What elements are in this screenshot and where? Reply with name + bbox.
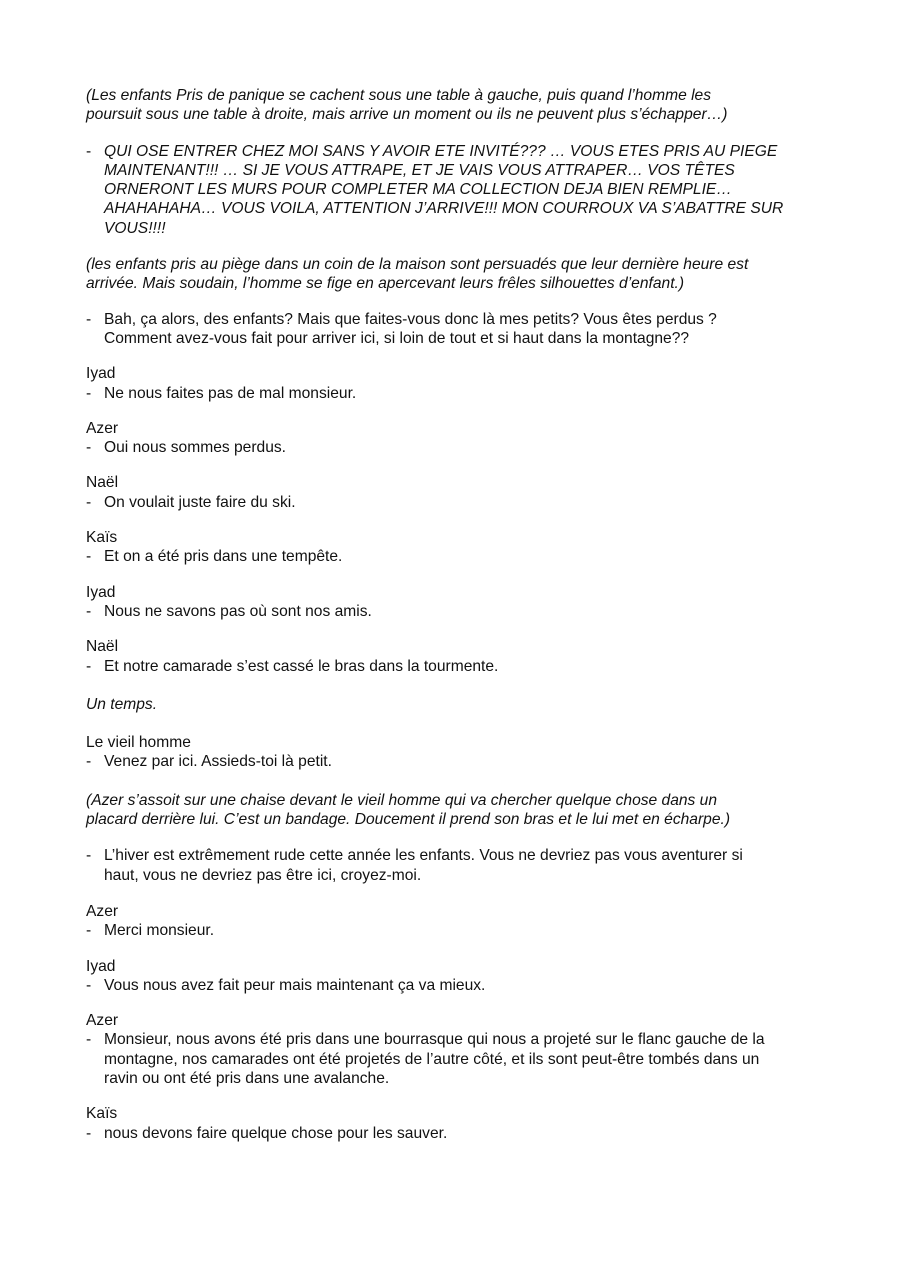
dash-marker: - xyxy=(86,976,92,994)
stage-direction: Un temps. xyxy=(86,695,158,713)
dialogue-line xyxy=(86,142,826,238)
dialogue-text: nous devons faire quelque chose pour les sauver. xyxy=(104,1124,448,1142)
dialogue-text: Ne nous faites pas de mal monsieur. xyxy=(104,384,357,402)
dash-marker: - xyxy=(86,922,92,940)
dialogue-text: Et notre camarade s’est cassé le bras dans la tourmente. xyxy=(104,657,499,675)
dash-marker: - xyxy=(86,142,92,160)
dialogue-text: Monsieur, nous avons été pris dans une bourrasque qui nous a projeté sur le flanc gauche de la montagne, nos camarades ont été projetés de l’autre côté, et ils sont peut-être tombés dans un ravin ou ont été pris dans une avalanche. xyxy=(104,1031,765,1087)
dialogue-line xyxy=(86,310,826,349)
speaker-name: Azer xyxy=(86,902,119,920)
speaker-name: Iyad xyxy=(86,583,116,601)
dialogue-text: Et on a été pris dans une tempête. xyxy=(104,548,343,566)
exchange xyxy=(86,583,826,622)
dialogue-text: L’hiver est extrêmement rude cette année les enfants. Vous ne devriez pas vous aventurer si haut, vous ne devriez pas être ici, croyez-moi. xyxy=(104,847,743,884)
exchange xyxy=(86,364,826,403)
dialogue-line xyxy=(86,752,826,771)
exchange xyxy=(86,419,826,458)
speaker-name: Azer xyxy=(86,1012,119,1030)
dash-marker: - xyxy=(86,493,92,511)
speaker-name: Kaïs xyxy=(86,529,118,547)
stage-direction: (Les enfants Pris de panique se cachent sous une table à gauche, puis quand l’homme les poursuit sous une table à droite, mais arrive un moment ou ils ne peuvent plus s’échapper…) xyxy=(86,87,728,124)
dialogue-line xyxy=(86,657,826,676)
dialogue-text: QUI OSE ENTRER CHEZ MOI SANS Y AVOIR ETE INVITÉ??? … VOUS ETES PRIS AU PIEGE MAINTENANT!!! … SI JE VOUS ATTRAPE, ET JE VAIS VOUS ATTRAPER… VOS TÊTES ORNERONT LES MURS POUR COMPLETER MA COLLECTION DEJA BIEN REMPLIE… AHAHAHAHA… VOUS VOILA, ATTENTION J’ARRIVE!!! MON COURROUX VA S’ABATTRE SUR VOUS!!!! xyxy=(104,142,784,237)
speaker-name: Le vieil homme xyxy=(86,734,191,752)
dialogue-line xyxy=(86,547,826,566)
dash-marker: - xyxy=(86,1124,92,1142)
exchange xyxy=(86,902,826,941)
dialogue-line xyxy=(86,384,826,403)
dialogue-line xyxy=(86,1030,826,1088)
dash-marker: - xyxy=(86,657,92,675)
dash-marker: - xyxy=(86,847,92,865)
dash-marker: - xyxy=(86,1031,92,1049)
stage-direction: (les enfants pris au piège dans un coin de la maison sont persuadés que leur dernière heure est arrivée. Mais soudain, l’homme se fige en apercevant leurs frêles silhouettes d’enfant.) xyxy=(86,256,749,293)
dialogue-text: Venez par ici. Assieds-toi là petit. xyxy=(104,753,332,771)
stage-direction: (Azer s’assoit sur une chaise devant le vieil homme qui va chercher quelque chose dans un placard derrière lui. C’est un bandage. Doucement il prend son bras et le lui met en écharpe.) xyxy=(86,791,731,829)
dash-marker: - xyxy=(86,310,92,328)
speaker-name: Naël xyxy=(86,474,119,492)
dialogue-line xyxy=(86,602,826,621)
dialogue-line xyxy=(86,438,826,457)
dash-marker: - xyxy=(86,384,92,402)
exchange xyxy=(86,1011,826,1088)
speaker-name: Iyad xyxy=(86,957,116,975)
dialogue-text: Vous nous avez fait peur mais maintenant ça va mieux. xyxy=(104,976,486,994)
exchange xyxy=(86,528,826,567)
exchange xyxy=(86,957,826,996)
dash-marker: - xyxy=(86,753,92,771)
dialogue-text: Merci monsieur. xyxy=(104,922,215,940)
exchange xyxy=(86,1104,826,1143)
exchange xyxy=(86,733,826,772)
dialogue-line xyxy=(86,921,826,940)
dialogue-line xyxy=(86,846,826,885)
dialogue-text: Bah, ça alors, des enfants? Mais que faites-vous donc là mes petits? Vous êtes perdus ? Comment avez-vous fait pour arriver ici, si loin de tout et si haut dans la montagne?? xyxy=(104,310,717,347)
speaker-name: Iyad xyxy=(86,365,116,383)
dialogue-line xyxy=(86,493,826,512)
speaker-name: Kaïs xyxy=(86,1105,118,1123)
dash-marker: - xyxy=(86,439,92,457)
dash-marker: - xyxy=(86,548,92,566)
dash-marker: - xyxy=(86,602,92,620)
exchange xyxy=(86,473,826,512)
speaker-name: Naël xyxy=(86,638,119,656)
dialogue-text: Oui nous sommes perdus. xyxy=(104,439,287,457)
dialogue-text: On voulait juste faire du ski. xyxy=(104,493,296,511)
dialogue-line xyxy=(86,1124,826,1143)
exchange xyxy=(86,637,826,676)
speaker-name: Azer xyxy=(86,419,119,437)
dialogue-line xyxy=(86,976,826,995)
dialogue-text: Nous ne savons pas où sont nos amis. xyxy=(104,602,372,620)
